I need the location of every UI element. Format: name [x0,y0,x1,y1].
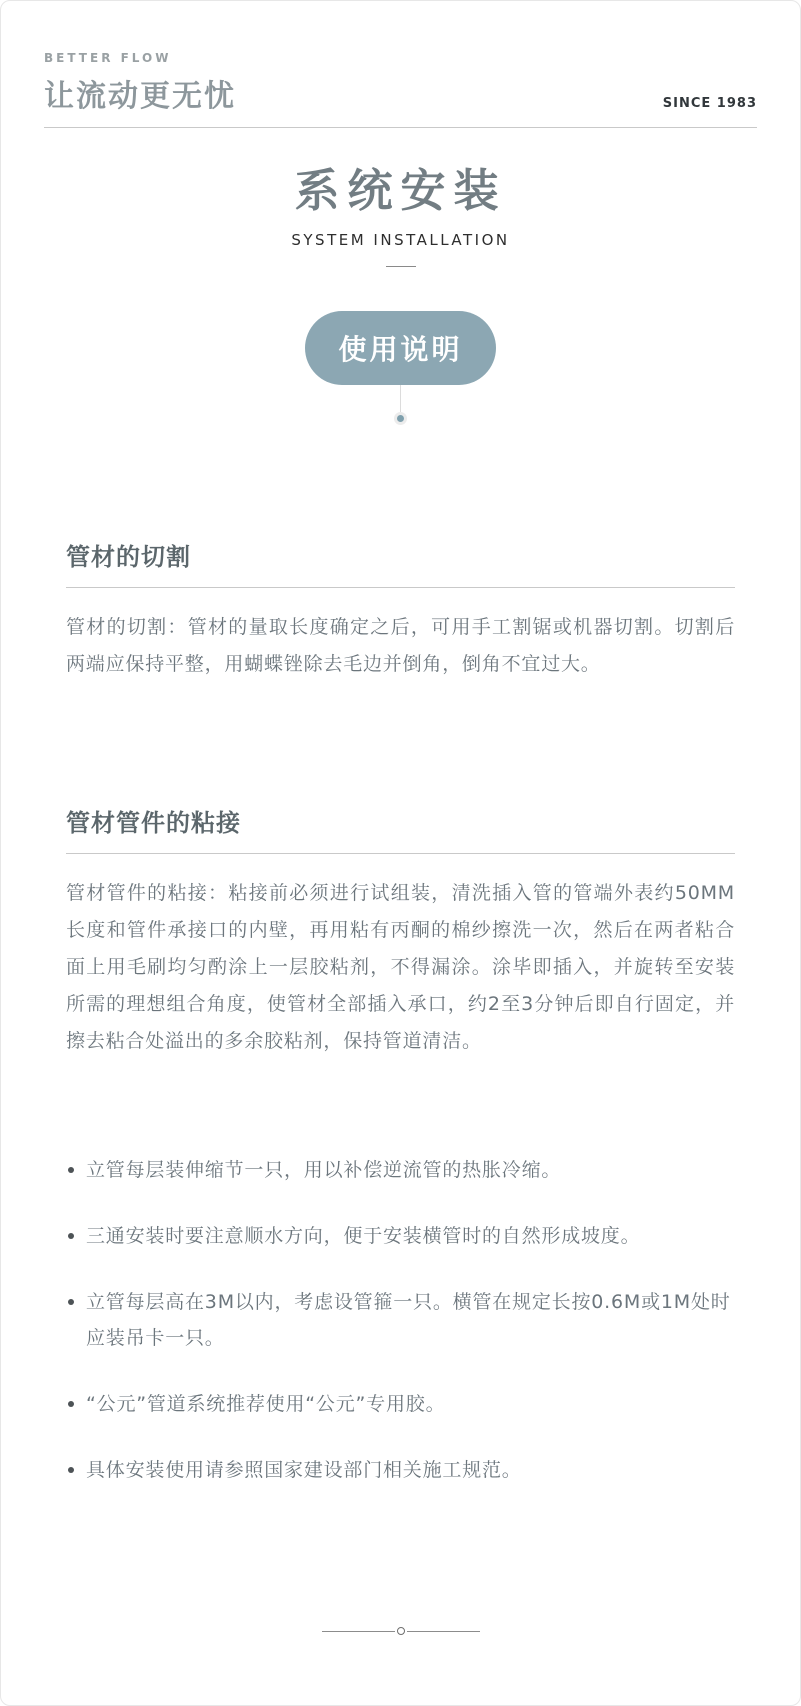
header-divider [44,127,757,128]
section-heading: 管材管件的粘接 [66,803,735,854]
list-item-text: 立管每层高在3M以内，考虑设管箍一只。横管在规定长按0.6M或1M处时应装吊卡一只。 [86,1291,731,1349]
footer-ornament [322,1627,480,1635]
list-item [66,1452,735,1488]
section-heading: 管材的切割 [66,537,735,588]
list-item [66,1284,735,1356]
badge-connector-dot [394,412,407,425]
brand-logo: 让流动更无忧 [44,79,236,114]
badge-connector-line [400,385,401,412]
usage-instructions-badge: 使用说明 [305,311,495,385]
title-dash-ornament [386,266,416,267]
list-item-text: 三通安装时要注意顺水方向，便于安装横管时的自然形成坡度。 [86,1225,641,1247]
page-title: 系统安装 [294,164,507,217]
title-block [1,154,800,267]
page-subtitle: SYSTEM INSTALLATION [291,231,510,249]
bullet-icon [68,1167,74,1173]
page-header [1,1,800,128]
section-body: 管材的切割：管材的量取长度确定之后，可用手工割锯或机器切割。切割后两端应保持平整，用蝴蝶锉除去毛边并倒角，倒角不宜过大。 [66,616,735,675]
footer-line-left [322,1631,395,1632]
list-item [66,1218,735,1254]
bullet-icon [68,1467,74,1473]
main-content [1,537,800,1488]
footer-circle-icon [397,1627,405,1635]
installation-notes-list [66,1152,735,1488]
list-item [66,1152,735,1188]
since-label: SINCE 1983 [662,96,757,111]
section-pipe-bonding [66,803,735,1060]
footer-line-right [407,1631,480,1632]
bullet-icon [68,1233,74,1239]
brand-row [44,71,757,115]
section-body: 管材管件的粘接：粘接前必须进行试组装，清洗插入管的管端外表约50MM长度和管件承接口的内壁，再用粘有丙酮的棉纱擦洗一次，然后在两者粘合面上用毛刷均匀酌涂上一层胶粘剂，不得漏涂。涂毕即插入，并旋转至安装所需的理想组合角度，使管材全部插入承口，约2至3分钟后即自行固定，并擦去粘合处溢出的多余胶粘剂，保持管道清洁。 [66,882,735,1052]
bullet-icon [68,1401,74,1407]
section-pipe-cutting [66,537,735,683]
list-item-text: “公元”管道系统推荐使用“公元”专用胶。 [86,1393,446,1415]
list-item-text: 立管每层装伸缩节一只，用以补偿逆流管的热胀冷缩。 [86,1159,562,1181]
usage-badge-assembly [1,311,800,425]
brand-tagline: BETTER FLOW [44,51,172,65]
list-item [66,1386,735,1422]
list-item-text: 具体安装使用请参照国家建设部门相关施工规范。 [86,1459,522,1481]
bullet-icon [68,1299,74,1305]
